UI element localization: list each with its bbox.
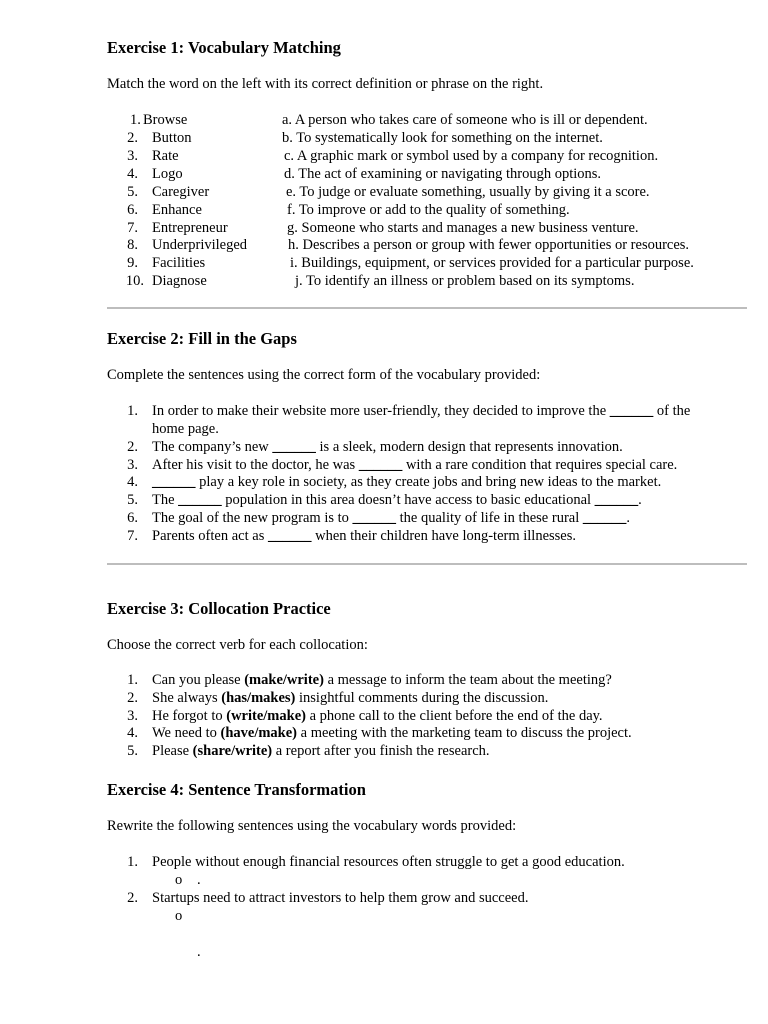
definition-item: g. Someone who starts and manages a new business venture. xyxy=(287,220,639,236)
sentence-continuation: home page. xyxy=(152,421,219,437)
item-number: 3. xyxy=(127,457,138,473)
sentence: Can you please (make/write) a message to inform the team about the meeting? xyxy=(152,672,612,688)
exercise-3-title: Exercise 3: Collocation Practice xyxy=(107,599,331,618)
definition-item: h. Describes a person or group with fewer opportunities or resources. xyxy=(288,237,690,253)
sentence: People without enough financial resources often struggle to get a good education. xyxy=(152,854,625,870)
sentence: He forgot to (write/make) a phone call to the client before the end of the day. xyxy=(152,708,603,724)
word-text: Caregiver xyxy=(152,184,210,200)
gap-blank[interactable]: ______ xyxy=(594,492,639,508)
item-number: 1. xyxy=(127,854,138,870)
exercise-4-instruction: Rewrite the following sentences using the vocabulary words provided: xyxy=(107,818,517,834)
word-number: 7. xyxy=(127,220,138,236)
gap-blank[interactable]: ______ xyxy=(178,492,222,508)
sentence: The company’s new ______ is a sleek, modern design that represents innovation. xyxy=(152,439,623,455)
exercise-3-instruction: Choose the correct verb for each collocation: xyxy=(107,637,368,653)
exercise-2-title: Exercise 2: Fill in the Gaps xyxy=(107,329,297,348)
word-number: 6. xyxy=(127,202,138,218)
sentence: We need to (have/make) a meeting with the marketing team to discuss the project. xyxy=(152,725,632,741)
word-number: 10. xyxy=(125,273,144,289)
definition-item: d. The act of examining or navigating through options. xyxy=(284,166,602,182)
gap-blank[interactable]: ______ xyxy=(267,528,312,544)
gap-blank[interactable]: ______ xyxy=(272,439,316,455)
word-text: Entrepreneur xyxy=(152,220,228,236)
verb-choice[interactable]: (write/make) xyxy=(226,708,306,724)
verb-choice[interactable]: (share/write) xyxy=(192,743,273,759)
word-text: Rate xyxy=(152,148,179,164)
gap-blank[interactable]: ______ xyxy=(609,403,654,419)
word-number: 4. xyxy=(127,166,138,182)
sentence: Startups need to attract investors to help them grow and succeed. xyxy=(152,890,529,906)
answer-line[interactable]: . xyxy=(197,872,201,888)
word-text: Diagnose xyxy=(152,273,207,289)
sentence: ______ play a key role in society, as they create jobs and bring new ideas to the market. xyxy=(152,474,662,490)
item-number: 5. xyxy=(127,492,138,508)
item-number: 2. xyxy=(127,690,138,706)
answer-bullet-icon: o xyxy=(175,908,183,924)
answer-line[interactable]: . xyxy=(197,944,201,960)
gap-blank[interactable]: ______ xyxy=(352,510,397,526)
exercise-2-instruction: Complete the sentences using the correct form of the vocabulary provided: xyxy=(107,367,541,383)
answer-bullet-icon: o xyxy=(175,872,183,888)
definition-item: c. A graphic mark or symbol used by a company for recognition. xyxy=(284,148,659,164)
word-number: 5. xyxy=(127,184,138,200)
gap-blank[interactable]: ______ xyxy=(358,457,403,473)
verb-choice[interactable]: (has/makes) xyxy=(221,690,296,706)
sentence: In order to make their website more user-friendly, they decided to improve the ______ of the xyxy=(152,403,691,419)
gap-blank[interactable]: ______ xyxy=(152,474,196,490)
item-number: 7. xyxy=(127,528,138,544)
definition-item: i. Buildings, equipment, or services provided for a particular purpose. xyxy=(290,255,694,271)
item-number: 1. xyxy=(127,403,138,419)
item-number: 4. xyxy=(127,474,138,490)
definition-item: f. To improve or add to the quality of something. xyxy=(287,202,570,218)
definition-item: e. To judge or evaluate something, usually by giving it a score. xyxy=(286,184,650,200)
item-number: 5. xyxy=(127,743,138,759)
word-text: Enhance xyxy=(152,202,202,218)
item-number: 3. xyxy=(127,708,138,724)
exercise-1-instruction: Match the word on the left with its correct definition or phrase on the right. xyxy=(107,76,544,92)
verb-choice[interactable]: (have/make) xyxy=(220,725,298,741)
word-text: Logo xyxy=(152,166,183,182)
exercise-1-title: Exercise 1: Vocabulary Matching xyxy=(107,38,341,57)
sentence: The goal of the new program is to ______ the quality of life in these rural ______. xyxy=(152,510,630,526)
item-number: 1. xyxy=(127,672,138,688)
exercise-4-title: Exercise 4: Sentence Transformation xyxy=(107,780,366,799)
sentence: After his visit to the doctor, he was ______ with a rare condition that requires special care. xyxy=(152,457,678,473)
word-text: Browse xyxy=(143,112,188,128)
definition-item: a. A person who takes care of someone who is ill or dependent. xyxy=(282,112,648,128)
section-divider xyxy=(107,563,747,565)
sentence: Please (share/write) a report after you finish the research. xyxy=(152,743,490,759)
word-text: Facilities xyxy=(152,255,206,271)
word-number: 2. xyxy=(127,130,138,146)
gap-blank[interactable]: ______ xyxy=(582,510,627,526)
word-text: Button xyxy=(152,130,192,146)
item-number: 6. xyxy=(127,510,138,526)
word-number: 9. xyxy=(127,255,138,271)
item-number: 2. xyxy=(127,439,138,455)
sentence: Parents often act as ______ when their children have long-term illnesses. xyxy=(152,528,577,544)
definition-item: j. To identify an illness or problem based on its symptoms. xyxy=(295,273,635,289)
item-number: 2. xyxy=(127,890,138,906)
section-divider xyxy=(107,307,747,309)
item-number: 4. xyxy=(127,725,138,741)
sentence: She always (has/makes) insightful comments during the discussion. xyxy=(152,690,549,706)
verb-choice[interactable]: (make/write) xyxy=(244,672,324,688)
sentence: The ______ population in this area doesn’t have access to basic educational ______. xyxy=(152,492,642,508)
word-number: 3. xyxy=(127,148,138,164)
word-text: Underprivileged xyxy=(152,237,248,253)
word-number: 8. xyxy=(127,237,138,253)
word-number: 1. xyxy=(130,112,141,128)
definition-item: b. To systematically look for something on the internet. xyxy=(282,130,603,146)
